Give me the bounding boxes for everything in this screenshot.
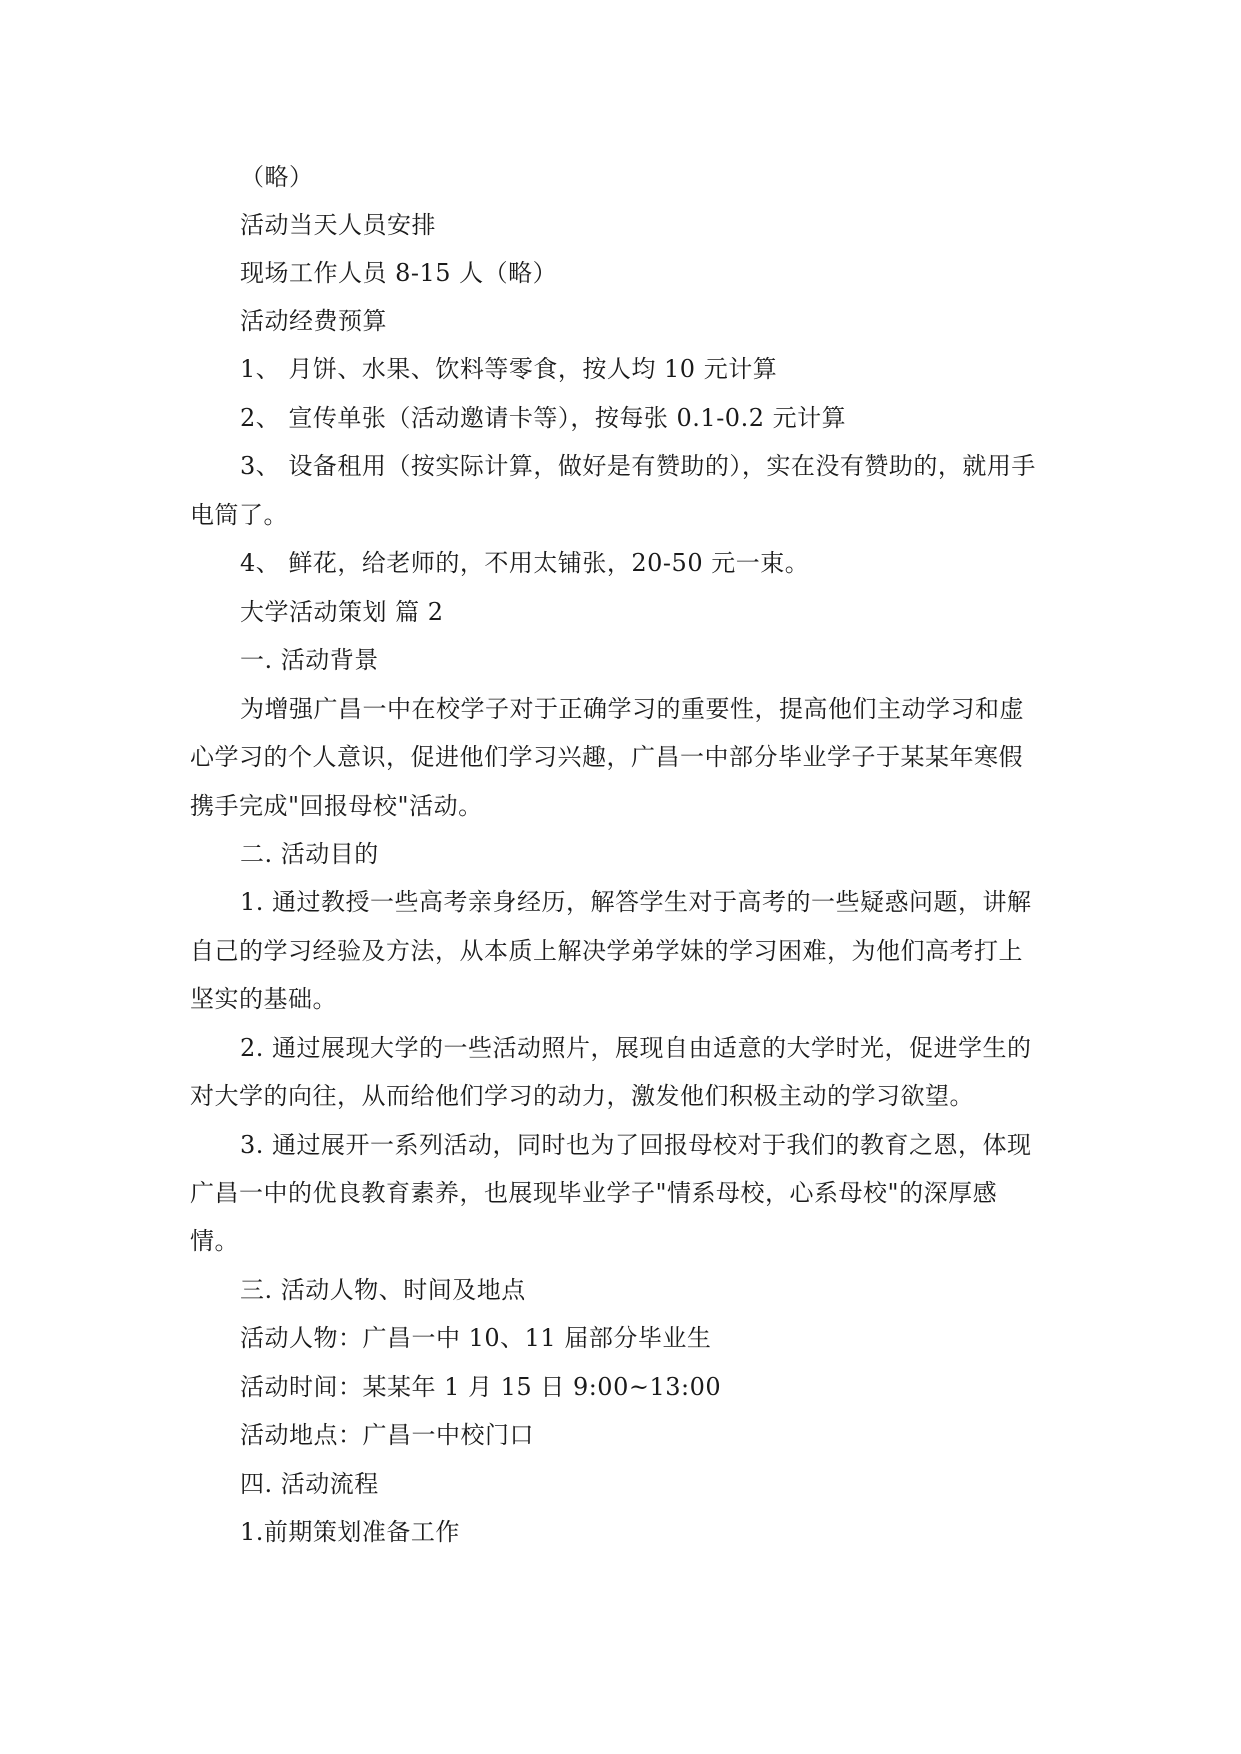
text-line: （略） [240, 163, 314, 191]
text-line: 活动人物：广昌一中 10、11 届部分毕业生 [240, 1324, 712, 1352]
section-heading: 大学活动策划 篇 2 [240, 598, 444, 626]
text-line: 1. 通过教授一些高考亲身经历，解答学生对于高考的一些疑惑问题，讲解 [240, 888, 1032, 916]
text-line: 对大学的向往，从而给他们学习的动力，激发他们积极主动的学习欲望。 [190, 1082, 974, 1110]
section-heading: 一. 活动背景 [240, 646, 379, 674]
text-line: 1、 月饼、水果、饮料等零食，按人均 10 元计算 [240, 355, 778, 383]
text-line: 2、 宣传单张（活动邀请卡等），按每张 0.1-0.2 元计算 [240, 404, 847, 432]
section-heading: 四. 活动流程 [240, 1470, 379, 1498]
section-heading: 三. 活动人物、时间及地点 [240, 1276, 526, 1304]
text-line: 活动时间：某某年 1 月 15 日 9:00~13:00 [240, 1373, 722, 1401]
text-line: 广昌一中的优良教育素养，也展现毕业学子"情系母校，心系母校"的深厚感 [190, 1179, 998, 1207]
text-line: 活动经费预算 [240, 307, 387, 335]
text-line: 心学习的个人意识，促进他们学习兴趣，广昌一中部分毕业学子于某某年寒假 [190, 743, 1023, 771]
section-heading: 二. 活动目的 [240, 840, 379, 868]
text-line: 坚实的基础。 [190, 985, 337, 1013]
text-line: 3、 设备租用（按实际计算，做好是有赞助的），实在没有赞助的，就用手 [240, 452, 1036, 480]
text-line: 2. 通过展现大学的一些活动照片，展现自由适意的大学时光，促进学生的 [240, 1034, 1032, 1062]
text-line: 活动当天人员安排 [240, 211, 436, 239]
text-line: 为增强广昌一中在校学子对于正确学习的重要性，提高他们主动学习和虚 [240, 695, 1024, 723]
text-line: 活动地点：广昌一中校门口 [240, 1421, 534, 1449]
text-line: 4、 鲜花，给老师的，不用太铺张，20-50 元一束。 [240, 549, 810, 577]
text-line: 自己的学习经验及方法，从本质上解决学弟学妹的学习困难，为他们高考打上 [190, 937, 1023, 965]
text-line: 携手完成"回报母校"活动。 [190, 792, 483, 820]
text-line: 1.前期策划准备工作 [240, 1518, 460, 1546]
text-line: 情。 [190, 1227, 239, 1255]
text-line: 3. 通过展开一系列活动，同时也为了回报母校对于我们的教育之恩，体现 [240, 1131, 1032, 1159]
text-line: 现场工作人员 8-15 人（略） [240, 259, 558, 287]
text-line: 电筒了。 [190, 501, 288, 529]
